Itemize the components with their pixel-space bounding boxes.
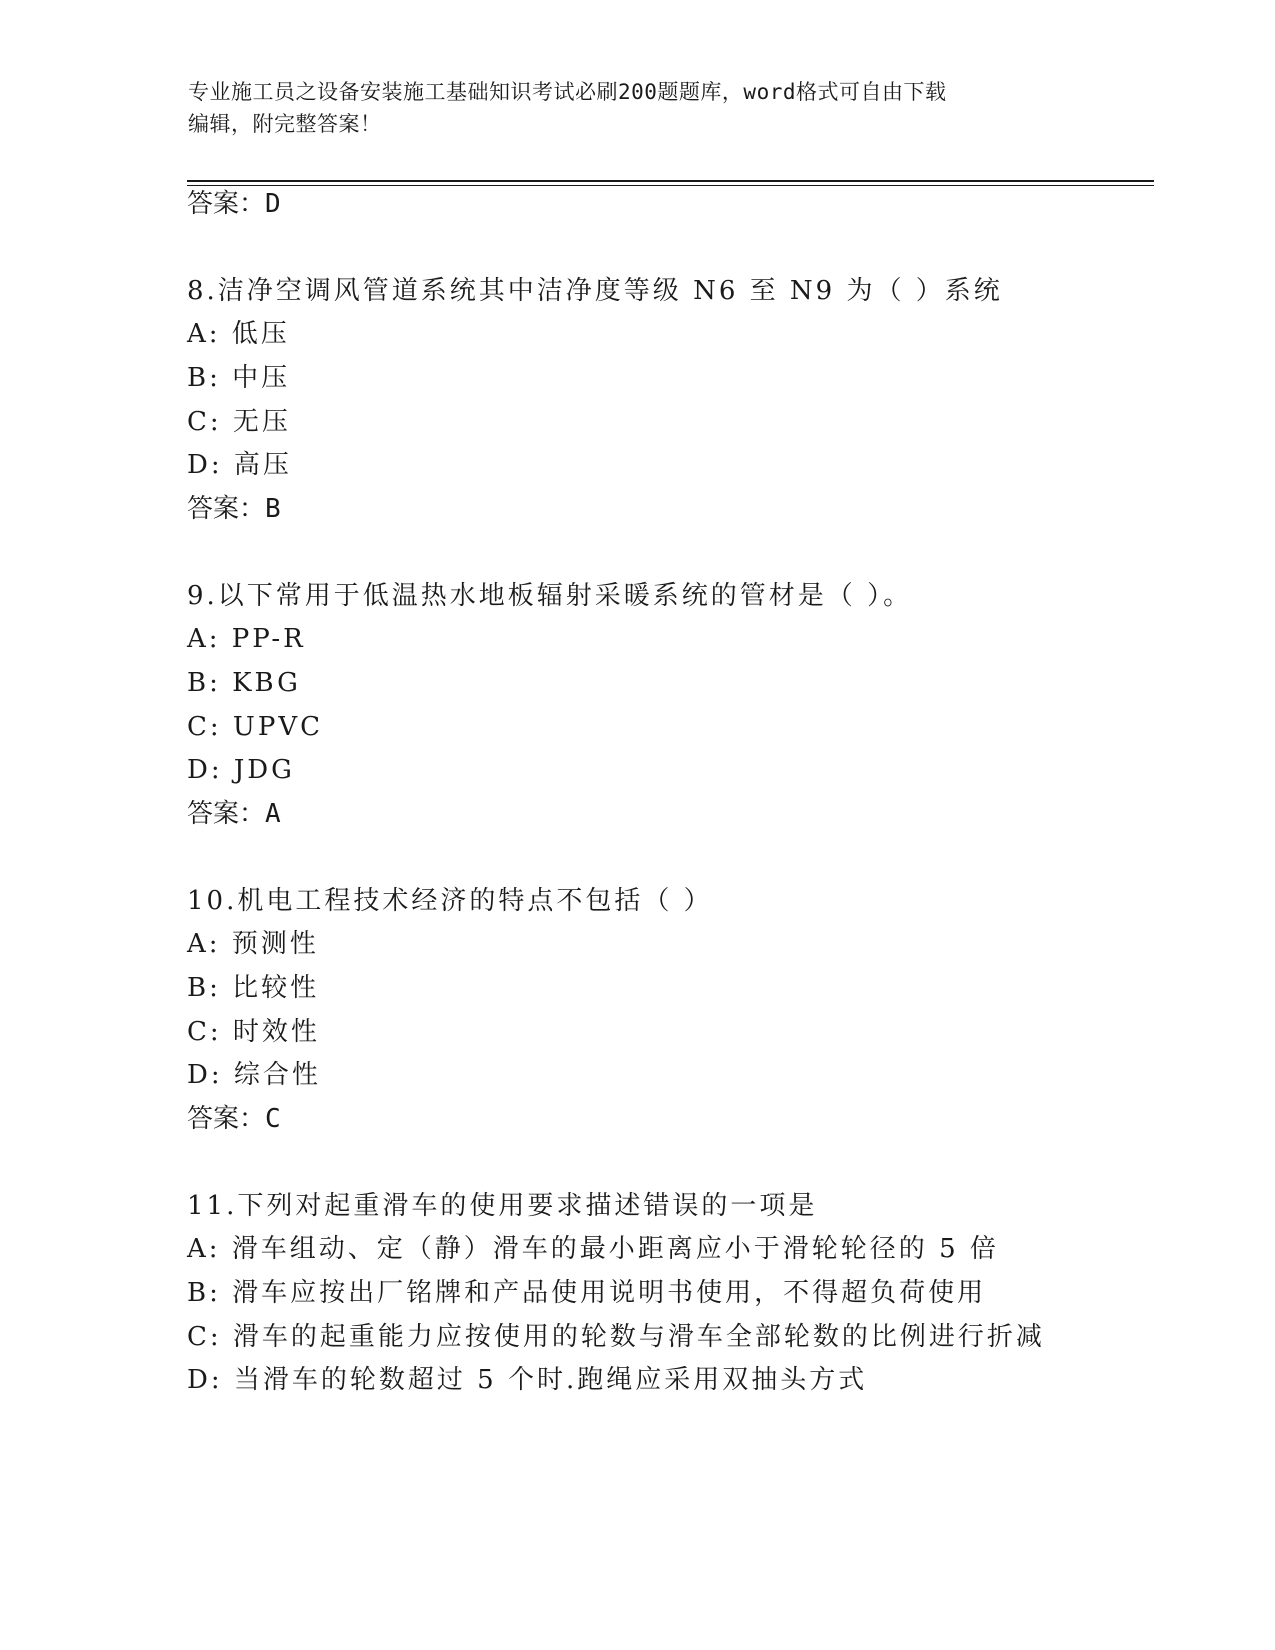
option-d: D: JDG <box>187 755 295 785</box>
answer-line: 答案：D <box>187 189 281 219</box>
header-line-2: 编辑，附完整答案！ <box>188 112 382 136</box>
option-b: B: KBG <box>187 668 301 698</box>
option-b: B: 中压 <box>187 363 291 393</box>
option-a: A: 低压 <box>187 319 290 349</box>
answer-line: 答案：B <box>187 494 281 524</box>
header-divider-thick <box>187 180 1154 182</box>
option-a: A: 滑车组动、定（静）滑车的最小距离应小于滑轮轮径的 5 倍 <box>187 1234 999 1264</box>
option-d: D: 当滑车的轮数超过 5 个时.跑绳应采用双抽头方式 <box>187 1365 868 1395</box>
option-a: A: PP-R <box>187 624 306 654</box>
option-b: B: 比较性 <box>187 973 320 1003</box>
question-text: 11.下列对起重滑车的使用要求描述错误的一项是 <box>187 1191 818 1221</box>
answer-line: 答案：A <box>187 799 281 829</box>
option-d: D: 综合性 <box>187 1060 321 1090</box>
option-c: C: 无压 <box>187 407 291 437</box>
option-a: A: 预测性 <box>187 929 319 959</box>
question-text: 10.机电工程技术经济的特点不包括（ ） <box>187 886 713 916</box>
header-divider-thin <box>187 185 1154 186</box>
option-d: D: 高压 <box>187 450 292 480</box>
question-text: 9.以下常用于低温热水地板辐射采暖系统的管材是（ ）。 <box>187 581 913 611</box>
question-text: 8.洁净空调风管道系统其中洁净度等级 N6 至 N9 为（ ）系统 <box>187 276 1003 306</box>
document-header <box>188 76 1068 140</box>
option-c: C: UPVC <box>187 712 323 742</box>
option-c: C: 时效性 <box>187 1017 320 1047</box>
option-c: C: 滑车的起重能力应按使用的轮数与滑车全部轮数的比例进行折减 <box>187 1322 1045 1352</box>
option-b: B: 滑车应按出厂铭牌和产品使用说明书使用，不得超负荷使用 <box>187 1278 987 1308</box>
header-line-1: 专业施工员之设备安装施工基础知识考试必刷200题题库，word格式可自由下载 <box>188 80 947 104</box>
answer-line: 答案：C <box>187 1104 281 1134</box>
